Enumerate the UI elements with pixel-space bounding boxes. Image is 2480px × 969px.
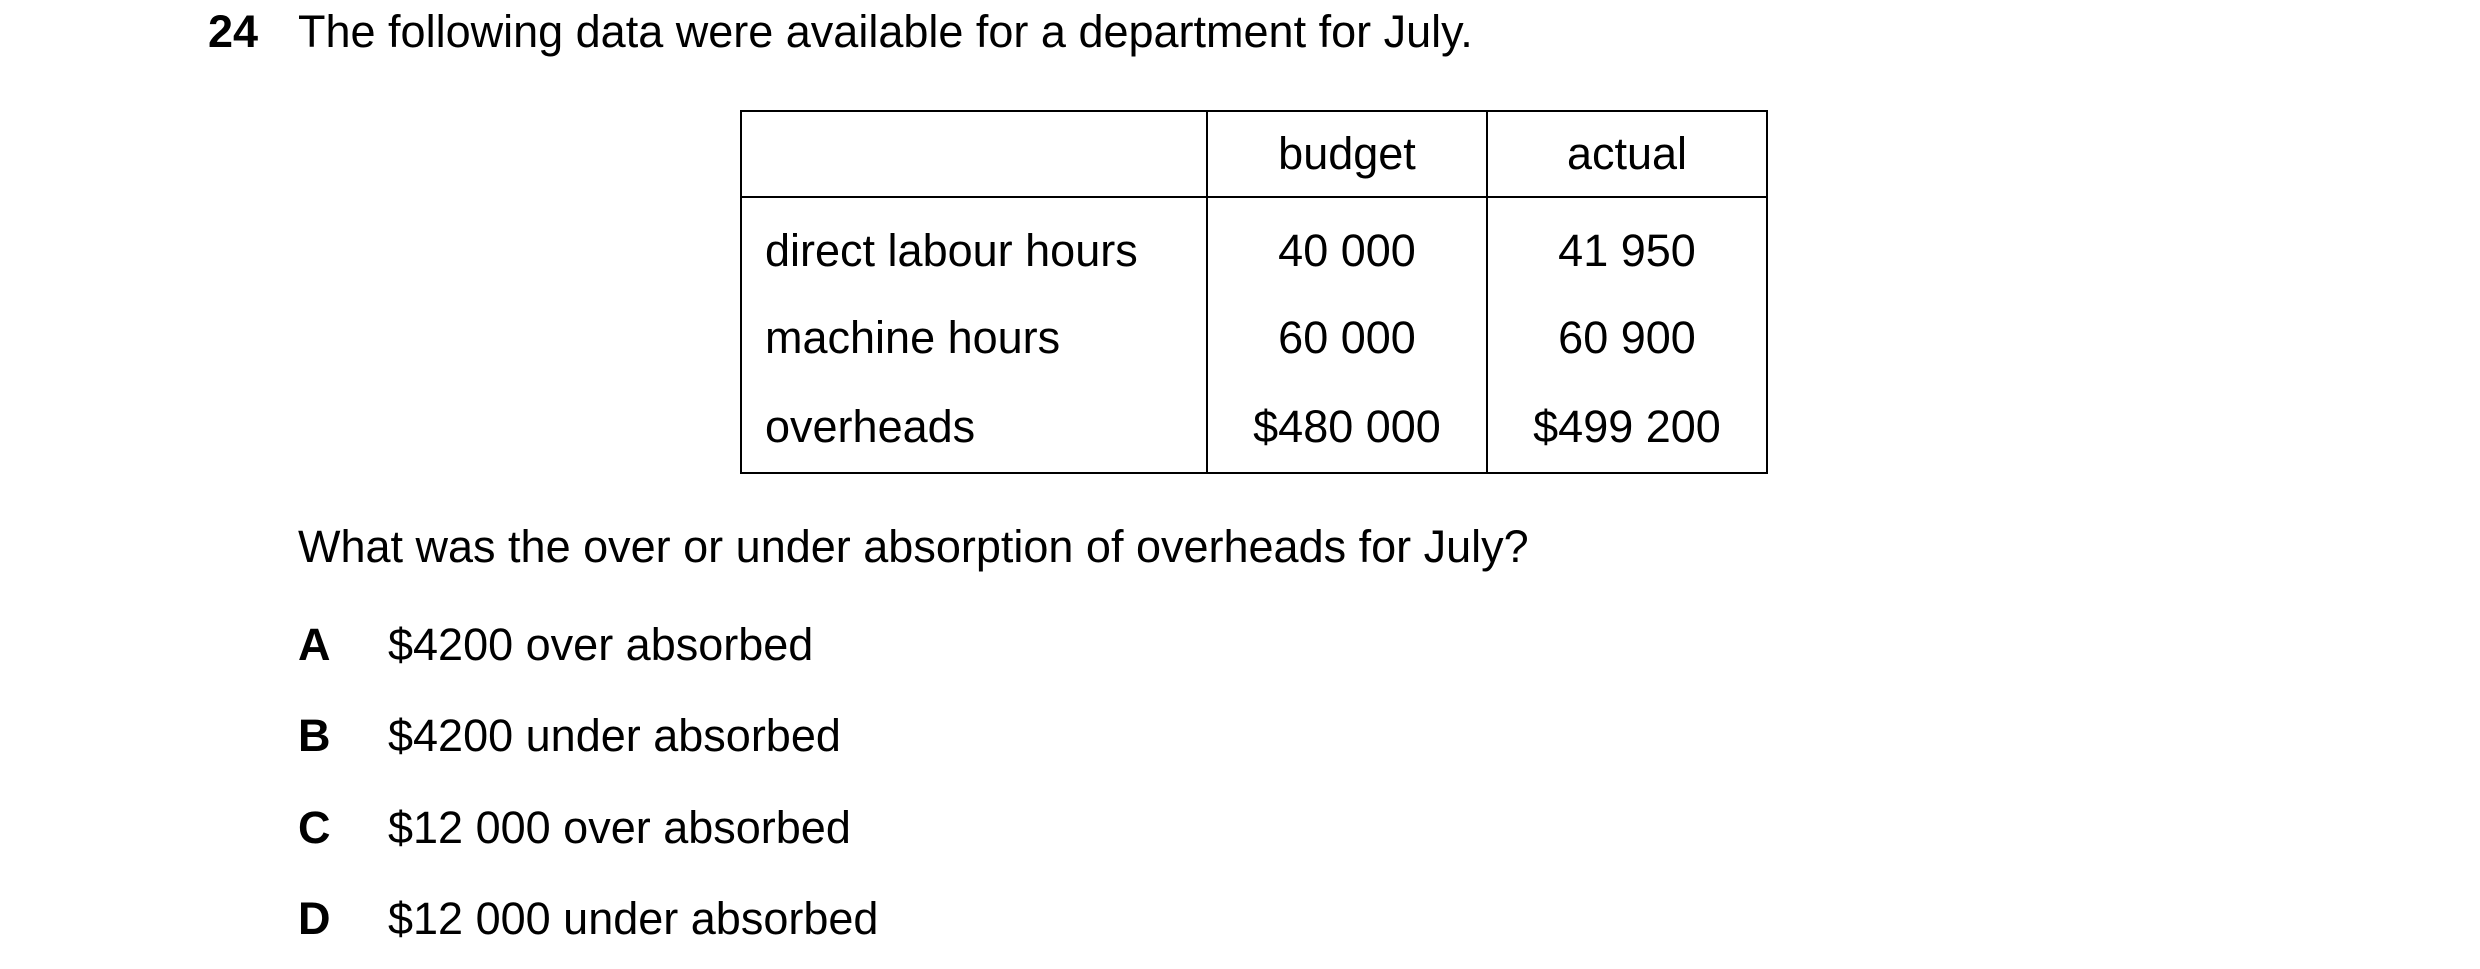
option-letter: A	[298, 619, 331, 670]
row-label: overheads	[765, 401, 976, 452]
option-text: $4200 over absorbed	[388, 619, 814, 670]
question-number: 24	[208, 6, 259, 57]
actual-cell: 60 900	[1487, 294, 1767, 382]
table-header-row	[741, 111, 1767, 197]
row-label-cell	[741, 382, 1207, 473]
table-row	[741, 294, 1767, 382]
option-letter: C	[298, 802, 331, 853]
table-row	[741, 382, 1767, 473]
option-letter: B	[298, 710, 331, 761]
option-letter: D	[298, 893, 331, 944]
table-row	[741, 197, 1767, 294]
header-cell-actual: actual	[1487, 111, 1767, 197]
row-label-cell	[741, 197, 1207, 294]
row-label: machine hours	[765, 312, 1061, 363]
header-cell-budget: budget	[1207, 111, 1487, 197]
option-text: $12 000 over absorbed	[388, 802, 851, 853]
budget-cell: 40 000	[1207, 197, 1487, 294]
row-label-cell	[741, 294, 1207, 382]
budget-cell: $480 000	[1207, 382, 1487, 473]
answer-option-c[interactable]	[298, 798, 851, 858]
answer-option-a[interactable]	[298, 615, 813, 675]
actual-cell: 41 950	[1487, 197, 1767, 294]
actual-cell: $499 200	[1487, 382, 1767, 473]
answer-option-d[interactable]	[298, 889, 878, 949]
data-table	[740, 110, 1768, 474]
header-cell-blank	[741, 111, 1207, 197]
row-label: direct labour hours	[765, 225, 1138, 276]
option-text: $4200 under absorbed	[388, 710, 841, 761]
budget-cell: 60 000	[1207, 294, 1487, 382]
question-prompt: What was the over or under absorption of overheads for July?	[298, 521, 1529, 572]
answer-option-b[interactable]	[298, 706, 841, 766]
question-intro: The following data were available for a department for July.	[298, 6, 1473, 57]
option-text: $12 000 under absorbed	[388, 893, 879, 944]
